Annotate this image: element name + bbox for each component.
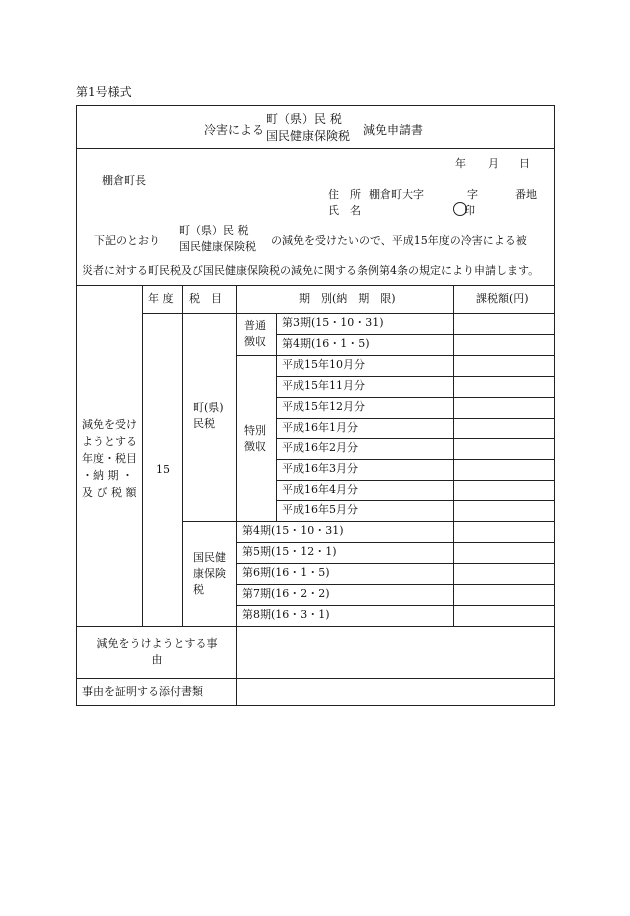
period-row: 平成15年11月分 [282, 379, 365, 392]
period-row: 平成15年12月分 [282, 400, 365, 413]
regular-label-line: 徴収 [244, 335, 266, 348]
column-header-year: 年 度 [148, 292, 174, 305]
column-header-tax: 税 目 [189, 292, 222, 305]
period-row: 第5期(15・12・1) [242, 545, 337, 558]
regular-label-line: 普通 [244, 319, 266, 332]
health-tax-label-line: 税 [193, 583, 204, 596]
section-label-line: ・納 期 ・ [82, 469, 133, 482]
town-tax-label-line: 民税 [193, 417, 215, 430]
statement-tax-line1: 町（県）民 税 [179, 224, 249, 237]
reason-label-line: 減免をうけようとする事 [96, 637, 218, 650]
section-label-line: 及 び 税 額 [82, 486, 137, 499]
reason-label-line: 由 [151, 653, 163, 666]
column-header-amount: 課税額(円) [476, 292, 529, 305]
banchi-label: 番地 [515, 188, 537, 201]
seal-label: 印 [464, 204, 475, 217]
period-row: 平成16年1月分 [282, 421, 358, 434]
aza-label: 字 [467, 188, 478, 201]
period-row: 平成16年5月分 [282, 503, 358, 516]
title-tax-line1: 町（県）民 税 [266, 112, 342, 126]
special-label-line: 徴収 [244, 440, 266, 453]
statement-tail: の減免を受けたいので、平成15年度の冷害による被 [271, 234, 527, 247]
town-tax-label-line: 町(県) [193, 401, 224, 414]
attachment-label: 事由を証明する添付書類 [82, 685, 203, 698]
date-day: 日 [519, 157, 530, 170]
title-suffix: 減免申請書 [363, 123, 424, 137]
address-label: 住 所 [328, 188, 361, 201]
addressee: 棚倉町長 [102, 174, 146, 187]
health-tax-label-line: 康保険 [193, 567, 226, 580]
period-row: 第7期(16・2・2) [242, 587, 330, 600]
period-row: 第4期(15・10・31) [242, 524, 344, 537]
special-label-line: 特別 [244, 424, 266, 437]
address-value: 棚倉町大字 [369, 188, 424, 201]
period-row: 平成16年3月分 [282, 462, 358, 475]
period-row: 第4期(16・1・5) [282, 337, 370, 350]
column-header-period: 期 別(納 期 限) [299, 292, 396, 305]
period-row: 平成16年2月分 [282, 441, 358, 454]
section-label-line: ようとする [82, 435, 137, 448]
period-row: 平成16年4月分 [282, 483, 358, 496]
year-value: 15 [156, 463, 170, 476]
statement-tax-line2: 国民健康保険税 [179, 240, 256, 253]
section-label-line: 年度・税目 [82, 452, 137, 465]
title-tax-line2: 国民健康保険税 [266, 129, 351, 143]
section-label-line: 減免を受け [82, 418, 137, 431]
date-month: 月 [488, 157, 499, 170]
title-prefix: 冷害による [204, 123, 265, 137]
date-year: 年 [455, 157, 466, 170]
statement-lead: 下記のとおり [94, 234, 160, 247]
period-row: 第6期(16・1・5) [242, 566, 330, 579]
health-tax-label-line: 国民健 [193, 551, 226, 564]
period-row: 平成15年10月分 [282, 358, 365, 371]
period-row: 第3期(15・10・31) [282, 316, 384, 329]
statement-line2: 災者に対する町民税及び国民健康保険税の減免に関する条例第4条の規定により申請します。 [82, 264, 540, 277]
form-number: 第1号様式 [76, 85, 132, 99]
name-label: 氏 名 [328, 204, 361, 217]
period-row: 第8期(16・3・1) [242, 608, 330, 621]
